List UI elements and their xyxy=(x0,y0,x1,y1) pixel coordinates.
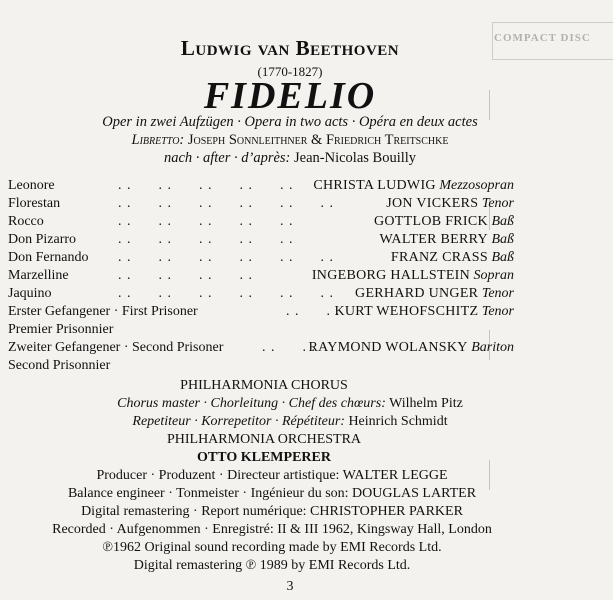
libretto-line xyxy=(0,132,580,149)
cast-role: Don Fernando xyxy=(8,250,89,265)
cast-role: Premier Prisonnier xyxy=(8,322,114,337)
voice-type: Tenor xyxy=(481,196,514,211)
leader-dots: . . . . . . . . . . . . xyxy=(118,286,334,301)
leader-dots: . . . . . . . . . . xyxy=(118,232,294,247)
remastering-credit: Digital remastering · Report numérique: CHRISTOPHER PARKER xyxy=(81,504,463,519)
facing-page-heading: COMPACT DISC xyxy=(494,32,591,44)
repetiteur-label: Repetiteur · Korrepetitor · Répétiteur: xyxy=(132,414,345,429)
leader-dots: . . . . . . . . . . . . xyxy=(118,196,334,211)
voice-type: Tenor xyxy=(481,286,514,301)
orchestra-name: PHILHARMONIA ORCHESTRA xyxy=(166,432,362,447)
cast-role: Marzelline xyxy=(8,268,69,283)
libretto-authors: Joseph Sonnleithner & Friedrich Treitschke xyxy=(187,132,449,148)
conductor-name: OTTO KLEMPERER xyxy=(197,450,331,465)
cast-singer xyxy=(313,178,514,194)
singer-name: GERHARD UNGER xyxy=(355,286,479,301)
cast-singer xyxy=(312,268,514,284)
voice-type: Baß xyxy=(491,232,514,247)
cast-role: Zweiter Gefangener · Second Prisoner xyxy=(8,340,224,355)
producer-credit: Producer · Produzent · Directeur artistique: WALTER LEGGE xyxy=(96,468,448,483)
after-author: Jean-Nicolas Bouilly xyxy=(294,150,417,166)
leader-dots: . . . . xyxy=(286,304,340,319)
leader-dots: . . . . . . . . . . xyxy=(118,178,294,193)
cast-role: Jaquino xyxy=(8,286,52,301)
voice-type: Bariton xyxy=(471,340,514,355)
singer-name: INGEBORG HALLSTEIN xyxy=(311,268,471,283)
page-number: 3 xyxy=(286,579,294,594)
cast-role: Florestan xyxy=(8,196,61,211)
voice-type: Baß xyxy=(491,214,514,229)
remaster-copyright: Digital remastering ℗ 1989 by EMI Records Ltd. xyxy=(0,558,562,574)
voice-type: Mezzosopran xyxy=(439,178,514,193)
balance-engineer-credit: Balance engineer · Tonmeister · Ingénieur du son: DOUGLAS LARTER xyxy=(67,486,477,501)
cast-singer xyxy=(379,232,514,248)
after-label: nach · after · d’après: xyxy=(163,150,291,166)
chorus-master-name: Wilhelm Pitz xyxy=(389,396,463,411)
leader-dots: . . . . . . . . xyxy=(118,268,253,283)
cast-role: Second Prisonnier xyxy=(8,358,111,373)
cast-role: Erster Gefangener · First Prisoner xyxy=(8,304,198,319)
cast-role: Rocco xyxy=(8,214,44,229)
libretto-label: Libretto: xyxy=(131,132,185,148)
cast-singer xyxy=(374,214,514,230)
singer-name: JON VICKERS xyxy=(386,196,479,211)
singer-name: GOTTLOB FRICK xyxy=(373,214,488,229)
cast-singer xyxy=(391,250,514,266)
chorus-master-line xyxy=(0,396,580,412)
composer-years: (1770-1827) xyxy=(257,64,323,79)
voice-type: Baß xyxy=(491,250,514,265)
work-title: FIDELIO xyxy=(203,75,377,117)
cast-singer xyxy=(309,340,514,356)
singer-name: CHRISTA LUDWIG xyxy=(313,178,436,193)
cast-singer xyxy=(355,286,514,302)
repetiteur-name: Heinrich Schmidt xyxy=(348,414,448,429)
voice-type: Tenor xyxy=(481,304,514,319)
recording-details: Recorded · Aufgenommen · Enregistré: II & III 1962, Kingsway Hall, London xyxy=(52,522,492,537)
after-line xyxy=(0,150,580,167)
composer-name: Ludwig van Beethoven xyxy=(180,36,400,60)
opera-description: Oper in zwei Aufzügen · Opera in two acts · Opéra en deux actes xyxy=(102,114,478,130)
singer-name: FRANZ CRASS xyxy=(390,250,488,265)
cast-role: Leonore xyxy=(8,178,55,193)
singer-name: RAYMOND WOLANSKY xyxy=(308,340,468,355)
singer-name: WALTER BERRY xyxy=(379,232,488,247)
leader-dots: . . . . . . . . . . . . xyxy=(118,250,334,265)
leader-dots: . . . . xyxy=(262,340,316,355)
cast-singer xyxy=(386,196,514,212)
leader-dots: . . . . . . . . . . xyxy=(118,214,294,229)
singer-name: KURT WEHOFSCHITZ xyxy=(334,304,479,319)
chorus-name: PHILHARMONIA CHORUS xyxy=(180,378,348,393)
cast-singer xyxy=(334,304,514,320)
repetiteur-line xyxy=(0,414,580,430)
voice-type: Sopran xyxy=(473,268,514,283)
phonogram-copyright: ℗1962 Original sound recording made by EMI Records Ltd. xyxy=(102,540,442,555)
chorus-master-label: Chorus master · Chorleitung · Chef des chœurs: xyxy=(117,396,386,411)
cast-role: Don Pizarro xyxy=(8,232,77,247)
